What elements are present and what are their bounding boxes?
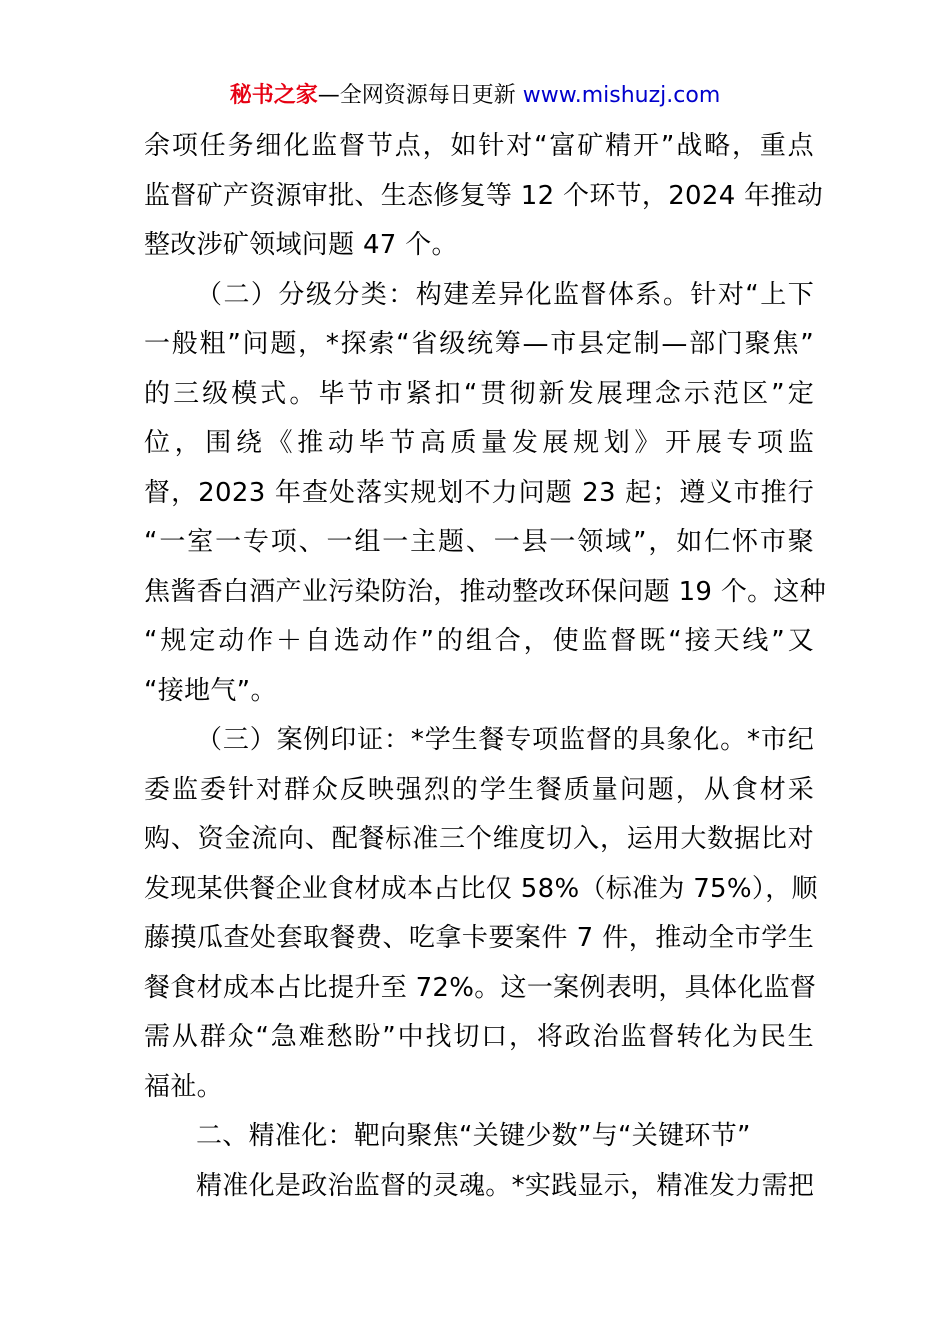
text-line: 餐食材成本占比提升至 72%。这一案例表明，具体化监督 <box>144 972 817 1003</box>
text-line: 监督矿产资源审批、生态修复等 12 个环节，2024 年推动 <box>144 180 824 211</box>
text-line: 委监委针对群众反映强烈的学生餐质量问题，从食材采 <box>144 774 814 805</box>
text-line: 整改涉矿领域问题 47 个。 <box>144 230 458 260</box>
text-line: 督，2023 年查处落实规划不力问题 23 起；遵义市推行 <box>144 477 814 508</box>
text-line: 焦酱香白酒产业污染防治，推动整改环保问题 19 个。这种 <box>144 576 827 607</box>
text-line: “规定动作＋自选动作”的组合，使监督既“接天线”又 <box>144 626 814 656</box>
document-body <box>144 122 827 1211</box>
text-line: 余项任务细化监督节点，如针对“富矿精开”战略，重点 <box>144 131 814 161</box>
site-header <box>0 80 950 112</box>
section-heading-line: （二）分级分类：构建差异化监督体系。针对“上下 <box>196 279 814 310</box>
site-tagline: —全网资源每日更新 <box>317 83 516 108</box>
site-brand: 秘书之家 <box>229 83 318 108</box>
text-line: 购、资金流向、配餐标准三个维度切入，运用大数据比对 <box>144 824 814 854</box>
text-line: 的三级模式。毕节市紧扣“贯彻新发展理念示范区”定 <box>144 378 814 409</box>
text-line: “一室一专项、一组一主题、一县一领域”，如仁怀市聚 <box>144 527 814 557</box>
text-line: 需从群众“急难愁盼”中找切口，将政治监督转化为民生 <box>144 1022 814 1052</box>
text-line: “接地气”。 <box>144 675 277 706</box>
text-line: 位，围绕《推动毕节高质量发展规划》开展专项监 <box>144 428 814 458</box>
text-line: 福祉。 <box>144 1071 223 1102</box>
text-line: 一般粗”问题，*探索“省级统筹—市县定制—部门聚焦” <box>144 329 814 359</box>
section-heading-line: （三）案例印证：*学生餐专项监督的具象化。*市纪 <box>196 725 814 755</box>
chapter-heading-line: 二、精准化：靶向聚焦“关键少数”与“关键环节” <box>196 1121 751 1151</box>
text-line: 发现某供餐企业食材成本占比仅 58%（标准为 75%），顺 <box>144 873 818 904</box>
site-url-link[interactable]: www.mishuzj.com <box>522 83 721 108</box>
text-line: 精准化是政治监督的灵魂。*实践显示，精准发力需把 <box>196 1170 815 1201</box>
text-line: 藤摸瓜查处套取餐费、吃拿卡要案件 7 件，推动全市学生 <box>144 923 814 953</box>
